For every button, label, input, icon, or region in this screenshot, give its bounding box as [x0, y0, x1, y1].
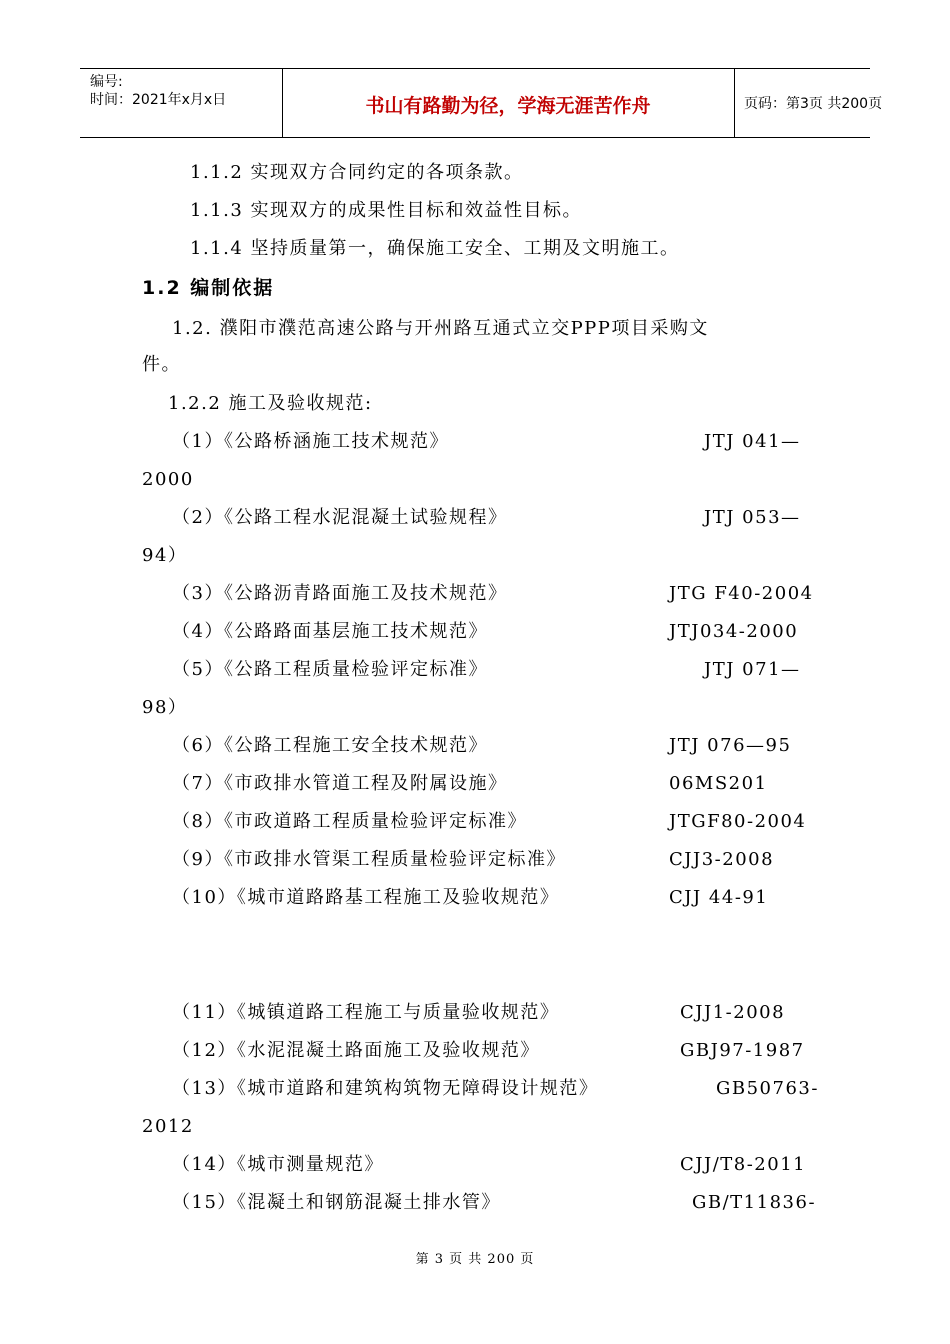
spec-code: CJJ/T8-2011 — [680, 1154, 807, 1175]
spec-code: GB/T11836- — [692, 1192, 817, 1213]
goal-item: 1.1.4 坚持质量第一，确保施工安全、工期及文明施工。 — [190, 238, 680, 259]
spec-code: JTJ 053— — [704, 507, 801, 528]
goal-item: 1.1.2 实现双方合同约定的各项条款。 — [190, 162, 524, 183]
spec-code: GBJ97-1987 — [680, 1040, 805, 1061]
spec-code: GB50763- — [716, 1078, 819, 1099]
spec-code: JTJ 076—95 — [669, 735, 792, 756]
goal-item: 1.1.3 实现双方的成果性目标和效益性目标。 — [190, 200, 583, 221]
header-page-cell — [735, 69, 883, 137]
header-motto-cell — [282, 69, 735, 137]
spec-code-continuation: 94） — [142, 545, 188, 566]
spec-title: （2）《公路工程水泥混凝土试验规程》 — [172, 507, 508, 528]
spec-code-continuation: 2012 — [142, 1116, 194, 1137]
spec-title: （12）《水泥混凝土路面施工及验收规范》 — [172, 1040, 540, 1061]
spec-code: JTG F40-2004 — [669, 583, 814, 604]
spec-title: （6）《公路工程施工安全技术规范》 — [172, 735, 488, 756]
spec-title: （1）《公路桥涵施工技术规范》 — [172, 431, 449, 452]
page-header — [80, 68, 883, 138]
spec-code: JTGF80-2004 — [669, 811, 807, 832]
spec-title: （8）《市政道路工程质量检验评定标准》 — [172, 811, 527, 832]
spec-title: （7）《市政排水管道工程及附属设施》 — [172, 773, 508, 794]
spec-title: （9）《市政排水管渠工程质量检验评定标准》 — [172, 849, 566, 870]
spec-code: CJJ3-2008 — [669, 849, 775, 870]
spec-title: （14）《城市测量规范》 — [172, 1154, 384, 1175]
spec-code-continuation: 2000 — [142, 469, 194, 490]
basis-item-continuation: 件。 — [142, 354, 181, 375]
spec-code: 06MS201 — [669, 773, 768, 794]
header-page-info: 页码：第3页 共200页 — [744, 96, 883, 112]
spec-code: JTJ 041— — [704, 431, 801, 452]
section-heading: 1.2 编制依据 — [142, 277, 275, 299]
spec-title: （4）《公路路面基层施工技术规范》 — [172, 621, 488, 642]
spec-code: JTJ 071— — [704, 659, 801, 680]
header-meta-cell — [80, 69, 283, 137]
spec-title: （5）《公路工程质量检验评定标准》 — [172, 659, 488, 680]
spec-title: （3）《公路沥青路面施工及技术规范》 — [172, 583, 508, 604]
page-footer: 第 3 页 共 200 页 — [415, 1252, 535, 1267]
spec-title: （10）《城市道路路基工程施工及验收规范》 — [172, 887, 560, 908]
document-number-label: 编号: — [90, 74, 123, 90]
spec-title: （13）《城市道路和建筑构筑物无障碍设计规范》 — [172, 1078, 599, 1099]
spec-title: （11）《城镇道路工程施工与质量验收规范》 — [172, 1002, 560, 1023]
spec-code: CJJ 44-91 — [669, 887, 769, 908]
basis-item: 1.2.2 施工及验收规范: — [168, 393, 373, 414]
document-date: 时间：2021年x月x日 — [90, 92, 227, 108]
spec-code: JTJ034-2000 — [669, 621, 799, 642]
header-motto: 书山有路勤为径，学海无涯苦作舟 — [365, 95, 651, 117]
spec-title: （15）《混凝土和钢筋混凝土排水管》 — [172, 1192, 501, 1213]
spec-code: CJJ1-2008 — [680, 1002, 786, 1023]
basis-item: 1.2. 濮阳市濮范高速公路与开州路互通式立交PPP项目采购文 — [172, 318, 709, 339]
spec-code-continuation: 98） — [142, 697, 188, 718]
